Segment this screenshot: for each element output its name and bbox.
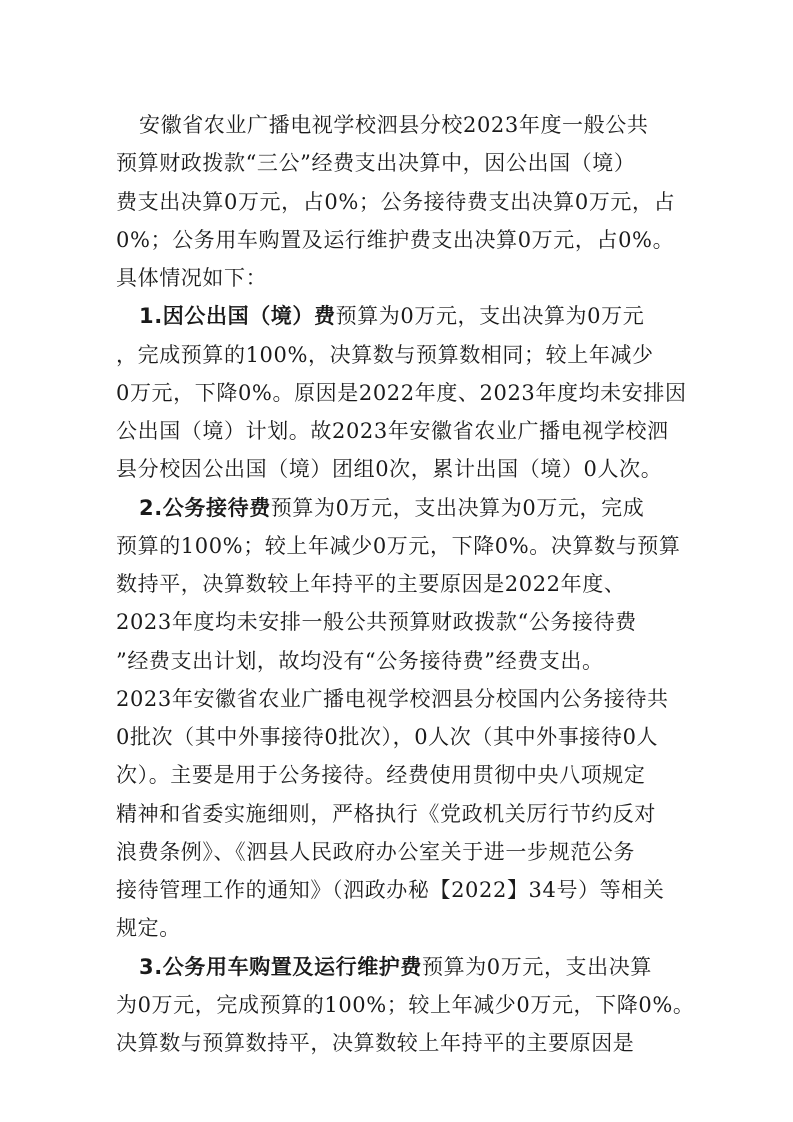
paragraph-3-line-8: 次）。主要是用于公务接待。经费使用贯彻中央八项规定 [116, 763, 646, 787]
section-heading-reception: 2.公务接待费 [139, 496, 271, 520]
paragraph-3-line-12: 规定。 [116, 916, 181, 940]
paragraph-3-line-6: 2023年安徽省农业广播电视学校泗县分校国内公务接待共 [116, 687, 669, 711]
paragraph-1-line-5: 具体情况如下： [116, 266, 268, 290]
paragraph-2-line-4: 公出国（境）计划。故2023年安徽省农业广播电视学校泗 [116, 419, 669, 443]
paragraph-1-line-3: 费支出决算0万元，占0%；公务接待费支出决算0万元，占 [116, 190, 676, 214]
paragraph-2-line-2: ，完成预算的100%，决算数与预算数相同；较上年减少 [116, 343, 654, 367]
paragraph-3-line-5: ”经费支出计划，故均没有“公务接待费”经费支出。 [116, 649, 604, 673]
paragraph-3-line-2: 预算的100%；较上年减少0万元，下降0%。决算数与预算 [116, 534, 681, 558]
paragraph-3-line-3: 数持平，决算数较上年持平的主要原因是2022年度、 [116, 572, 626, 596]
paragraph-3-line-7: 0批次（其中外事接待0批次），0人次（其中外事接待0人 [116, 725, 659, 749]
paragraph-2-line-5: 县分校因公出国（境）团组0次，累计出国（境）0人次。 [116, 457, 663, 481]
paragraph-3-line-9: 精神和省委实施细则，严格执行《党政机关厉行节约反对 [116, 802, 656, 826]
paragraph-1-line-4: 0%；公务用车购置及运行维护费支出决算0万元，占0%。 [116, 228, 675, 252]
paragraph-3-line-4: 2023年度均未安排一般公共预算财政拨款“公务接待费 [116, 610, 637, 634]
paragraph-3-line-10: 浪费条例》、《泗县人民政府办公室关于进一步规范公务 [116, 840, 635, 864]
paragraph-4-line-1 [139, 954, 652, 980]
paragraph-1-line-2: 预算财政拨款“三公”经费支出决算中，因公出国（境） [116, 151, 636, 175]
section-heading-travel: 1.因公出国（境）费 [139, 304, 336, 328]
paragraph-3-line-1 [139, 495, 644, 521]
paragraph-2-line-1 [139, 303, 644, 329]
paragraph-4-line-2: 为0万元，完成预算的100%；较上年减少0万元，下降0%。 [116, 993, 695, 1017]
section-heading-vehicles: 3.公务用车购置及运行维护费 [139, 955, 422, 979]
paragraph-4-line-3: 决算数与预算数持平，决算数较上年持平的主要原因是 [116, 1031, 635, 1055]
paragraph-1-line-1: 安徽省农业广播电视学校泗县分校2023年度一般公共 [139, 113, 649, 137]
paragraph-4-line-1-text: 预算为0万元，支出决算 [422, 955, 652, 979]
paragraph-2-line-1-text: 预算为0万元，支出决算为0万元 [335, 304, 645, 328]
paragraph-3-line-11: 接待管理工作的通知》（泗政办秘【2022】34号）等相关 [116, 878, 665, 902]
paragraph-3-line-1-text: 预算为0万元，支出决算为0万元，完成 [270, 496, 645, 520]
paragraph-2-line-3: 0万元，下降0%。原因是2022年度、2023年度均未安排因 [116, 381, 687, 405]
